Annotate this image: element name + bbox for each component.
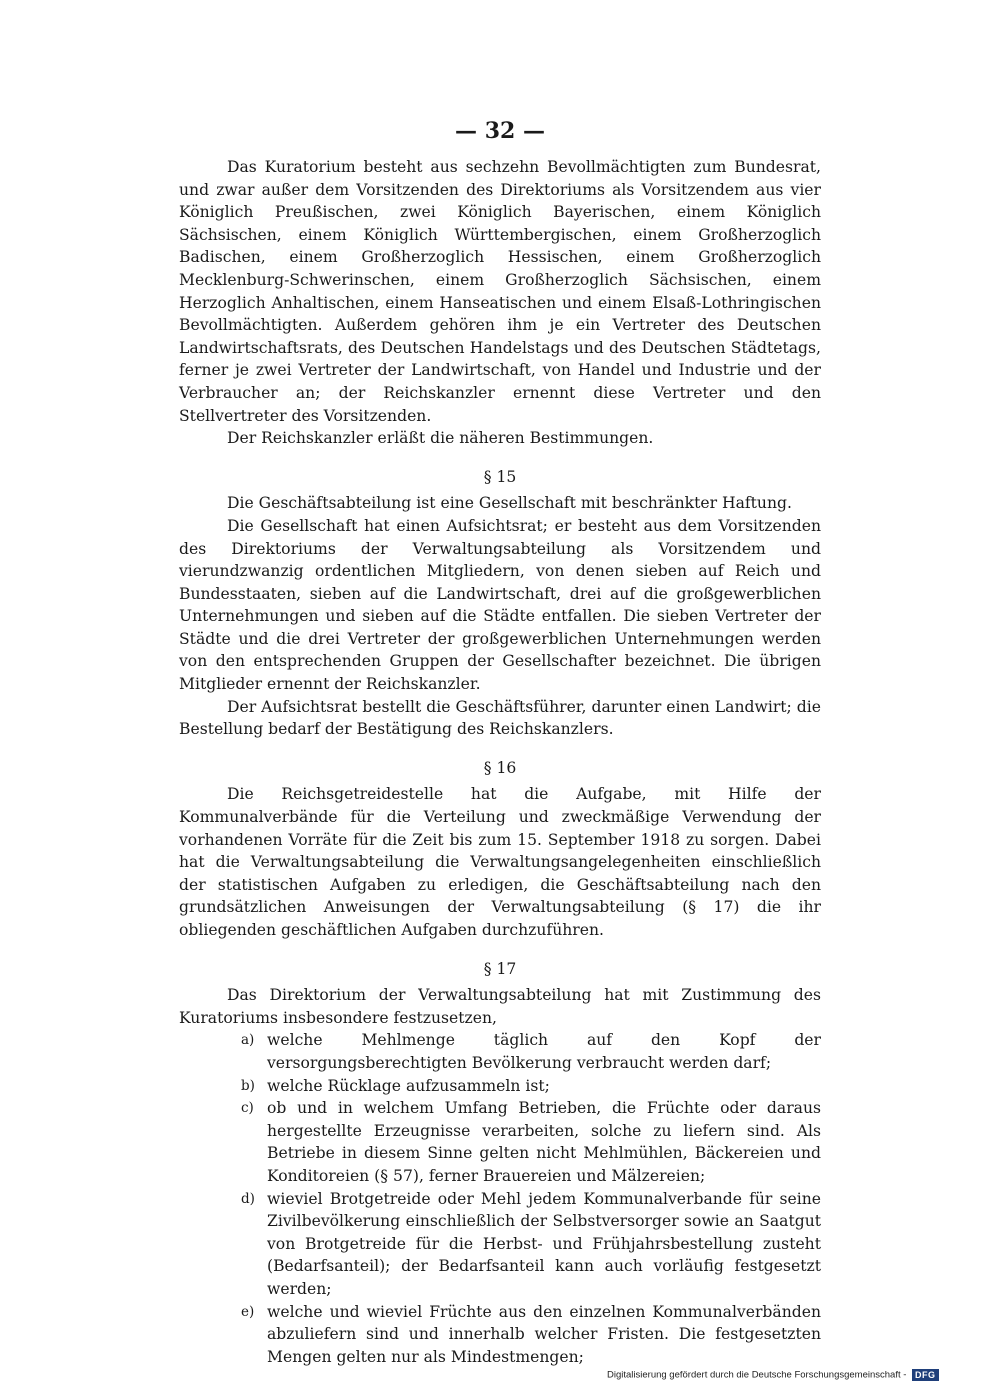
list-item-text: ob und in welchem Umfang Betrieben, die Früchte oder daraus hergestellte Erzeugnisse verarbeiten, solche zu liefern sind. Als Betriebe in diesem Sinne gelten nicht Mehlmühlen, Bäckereien und Konditoreien (§ 57), ferner Brauereien und Mälzereien;: [267, 1099, 821, 1185]
page-number: — 32 —: [455, 118, 545, 144]
list-item: [179, 1029, 821, 1074]
dfg-logo: DFG: [912, 1369, 939, 1381]
list-item: [179, 1097, 821, 1187]
list-item-text: welche und wieviel Früchte aus den einzelnen Kommunalverbänden abzuliefern sind und innerhalb welcher Fristen. Die festgesetzten Mengen gelten nur als Mindestmengen;: [267, 1302, 821, 1366]
list-marker: e): [241, 1303, 255, 1320]
list-marker: a): [241, 1032, 255, 1049]
document-body: [179, 156, 821, 1368]
paragraph: Das Direktorium der Verwaltungsabteilung hat mit Zustimmung des Kuratoriums insbesondere festzusetzen,: [179, 986, 821, 1027]
section-heading-16: § 16: [483, 758, 517, 777]
paragraph: Der Aufsichtsrat bestellt die Geschäftsführer, darunter einen Landwirt; die Bestellung bedarf der Bestätigung des Reichskanzlers.: [179, 697, 821, 739]
list-item: [179, 1188, 821, 1301]
credit-text: Digitalisierung gefördert durch die Deutsche Forschungsgemeinschaft -: [607, 1369, 907, 1381]
list-marker: d): [241, 1190, 255, 1207]
paragraph: Die Geschäftsabteilung ist eine Gesellschaft mit beschränkter Haftung.: [227, 494, 792, 513]
paragraph: Die Gesellschaft hat einen Aufsichtsrat; er besteht aus dem Vorsitzenden des Direktoriums der Verwaltungsabteilung als Vorsitzendem und vierundzwanzig ordentlichen Mitgliedern, von denen sieben auf Reich und Bundesstaaten, sieben auf die Landwirtschaft, drei auf die großgewerblichen Unternehmungen und sieben auf die Städte entfallen. Die sieben Vertreter der Städte und die drei Vertreter der großgewerblichen Unternehmungen werden von den entsprechenden Gruppen der Gesellschafter bezeichnet. Die übrigen Mitglieder ernennt der Reichskanzler.: [179, 516, 821, 694]
list-item-text: wieviel Brotgetreide oder Mehl jedem Kommunalverbande für seine Zivilbevölkerung einschließlich der Selbstversorger sowie an Saatgut von Brotgetreide für die Herbst- und Frühjahrsbestellung zusteht (Bedarfsanteil); der Bedarfsanteil kann auch vorläufig festgesetzt werden;: [267, 1189, 821, 1298]
list-marker: c): [241, 1100, 254, 1117]
list-item-text: welche Mehlmenge täglich auf den Kopf der versorgungsberechtigten Bevölkerung verbraucht werden darf;: [267, 1031, 821, 1072]
enumerated-list: [179, 1029, 821, 1368]
list-item-text: welche Rücklage aufzusammeln ist;: [267, 1076, 550, 1095]
paragraph: Das Kuratorium besteht aus sechzehn Bevollmächtigten zum Bundesrat, und zwar außer dem Vorsitzenden des Direktoriums als Vorsitzendem aus vier Königlich Preußischen, zwei Königlich Bayerischen, einem Königlich Sächsischen, einem Königlich Württembergischen, einem Großherzoglich Badischen, einem Großherzoglich Hessischen, einem Großherzoglich Mecklenburg-Schwerinschen, einem Großherzoglich Sächsischen, einem Herzoglich Anhaltischen, einem Hanseatischen und einem Elsaß-Lothringischen Bevollmächtigten. Außerdem gehören ihm je ein Vertreter des Deutschen Landwirtschaftsrats, des Deutschen Handelstags und des Deutschen Städtetags, ferner je zwei Vertreter der Landwirtschaft, von Handel und Industrie und der Verbraucher an; der Reichskanzler ernennt diese Vertreter und den Stellvertreter des Vorsitzenden.: [179, 158, 821, 425]
section-heading-15: § 15: [483, 467, 517, 486]
paragraph: Der Reichskanzler erläßt die näheren Bestimmungen.: [227, 429, 654, 448]
section-heading-17: § 17: [483, 959, 517, 978]
list-item: [179, 1075, 821, 1098]
digitization-credit: [607, 1369, 939, 1381]
paragraph: Die Reichsgetreidestelle hat die Aufgabe, mit Hilfe der Kommunalverbände für die Verteilung und zweckmäßige Verwendung der vorhandenen Vorräte für die Zeit bis zum 15. September 1918 zu sorgen. Dabei hat die Verwaltungsabteilung die Verwaltungsangelegenheiten einschließlich der statistischen Aufgaben zu erledigen, die Geschäftsabteilung nach den grundsätzlichen Anweisungen der Verwaltungsabteilung (§ 17) die ihr obliegenden geschäftlichen Aufgaben durchzuführen.: [179, 785, 821, 939]
list-item: [179, 1301, 821, 1369]
list-marker: b): [241, 1077, 255, 1094]
